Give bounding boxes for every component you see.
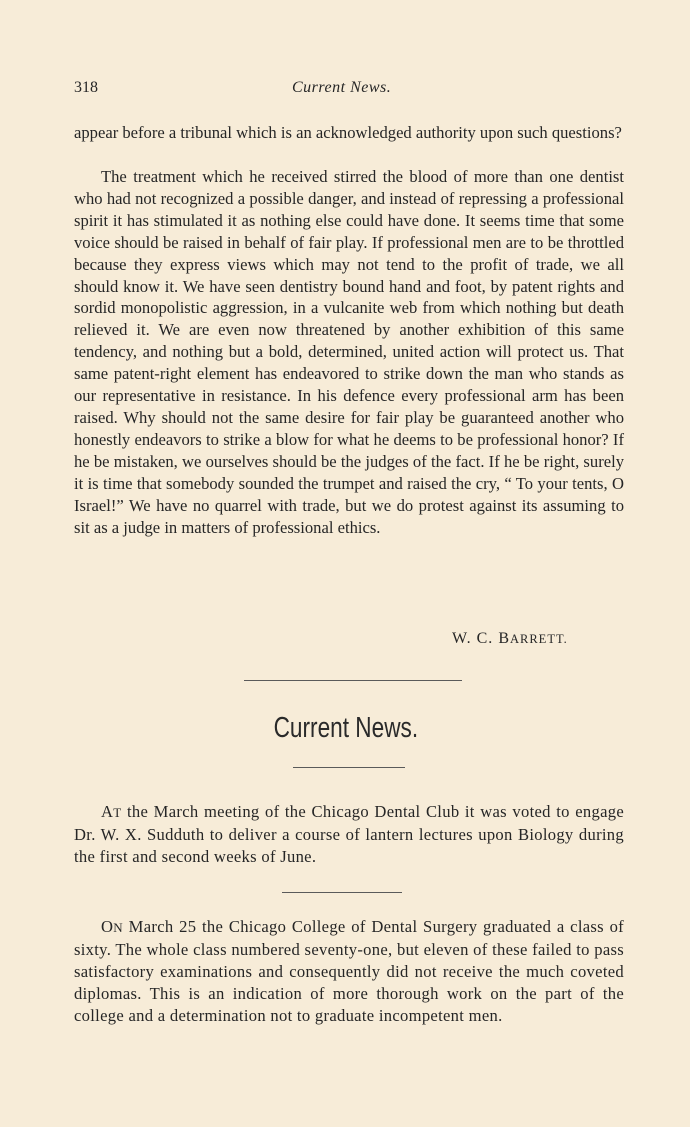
lead-capital: O bbox=[101, 917, 114, 936]
news-paragraph bbox=[74, 916, 624, 1027]
news-item bbox=[74, 916, 624, 1027]
news-text: the March meeting of the Chicago Dental Club it was voted to engage Dr. W. X. Sudduth to deliver a course of lantern lectures upon Biology during the first and second weeks of June. bbox=[74, 802, 624, 866]
lead-small-caps: N bbox=[113, 920, 123, 935]
page-number: 318 bbox=[74, 79, 98, 96]
signature-surname-rest: ARRETT. bbox=[509, 632, 568, 646]
news-text: March 25 the Chicago College of Dental Surgery graduated a class of sixty. The whole class numbered seventy-one, but eleven of these failed to pass satisfactory examinations and consequently did not receive the much coveted diplomas. This is an indication of more thorough work on the part of the college and a determination not to graduate incompetent men. bbox=[74, 917, 624, 1025]
running-head bbox=[74, 79, 624, 103]
divider-rule bbox=[293, 767, 405, 768]
lead-capital: A bbox=[101, 802, 114, 821]
author-signature bbox=[452, 630, 568, 648]
signature-surname-initial: B bbox=[498, 630, 510, 647]
news-paragraph bbox=[74, 801, 624, 868]
divider-rule bbox=[244, 680, 462, 681]
section-heading: Current News. bbox=[273, 712, 419, 744]
divider-rule bbox=[282, 892, 402, 893]
article-body bbox=[74, 166, 624, 538]
article-paragraph: The treatment which he received stirred the blood of more than one dentist who had not recognized a possible danger, and instead of repressing a professional spirit it has stimulated it as nothing else could have done. It seems time that some voice should be raised in behalf of fair play. If professional men are to be throttled because they express views which may not tend to the profit of trade, we all should know it. We have seen dentistry bound hand and foot, by patent rights and sordid monopolistic aggression, in a vulcanite web from which nothing but death relieved it. We are even now threatened by another exhibition of this same tendency, and nothing but a bold, determined, united action will protect us. That same patent-right element has endeavored to strike down the man who stands as our representative in resistance. In his defence every professional arm has been raised. Why should not the same desire for fair play be guaranteed another who honestly endeavors to strike a blow for what he deems to be professional honor? If he be mistaken, we ourselves should be the judges of the fact. If he be right, surely it is time that somebody sounded the trumpet and raised the cry, “ To your tents, O Israel!” We have no quarrel with trade, but we do protest against its assuming to sit as a judge in matters of professional ethics. bbox=[74, 167, 624, 537]
news-item bbox=[74, 801, 624, 868]
continuation-text: appear before a tribunal which is an acknowledged authority upon such questions? bbox=[74, 123, 622, 142]
lead-small-caps: T bbox=[113, 805, 122, 820]
signature-initials: W. C. bbox=[452, 630, 499, 647]
running-title: Current News. bbox=[292, 79, 392, 96]
article-continuation bbox=[74, 122, 624, 144]
